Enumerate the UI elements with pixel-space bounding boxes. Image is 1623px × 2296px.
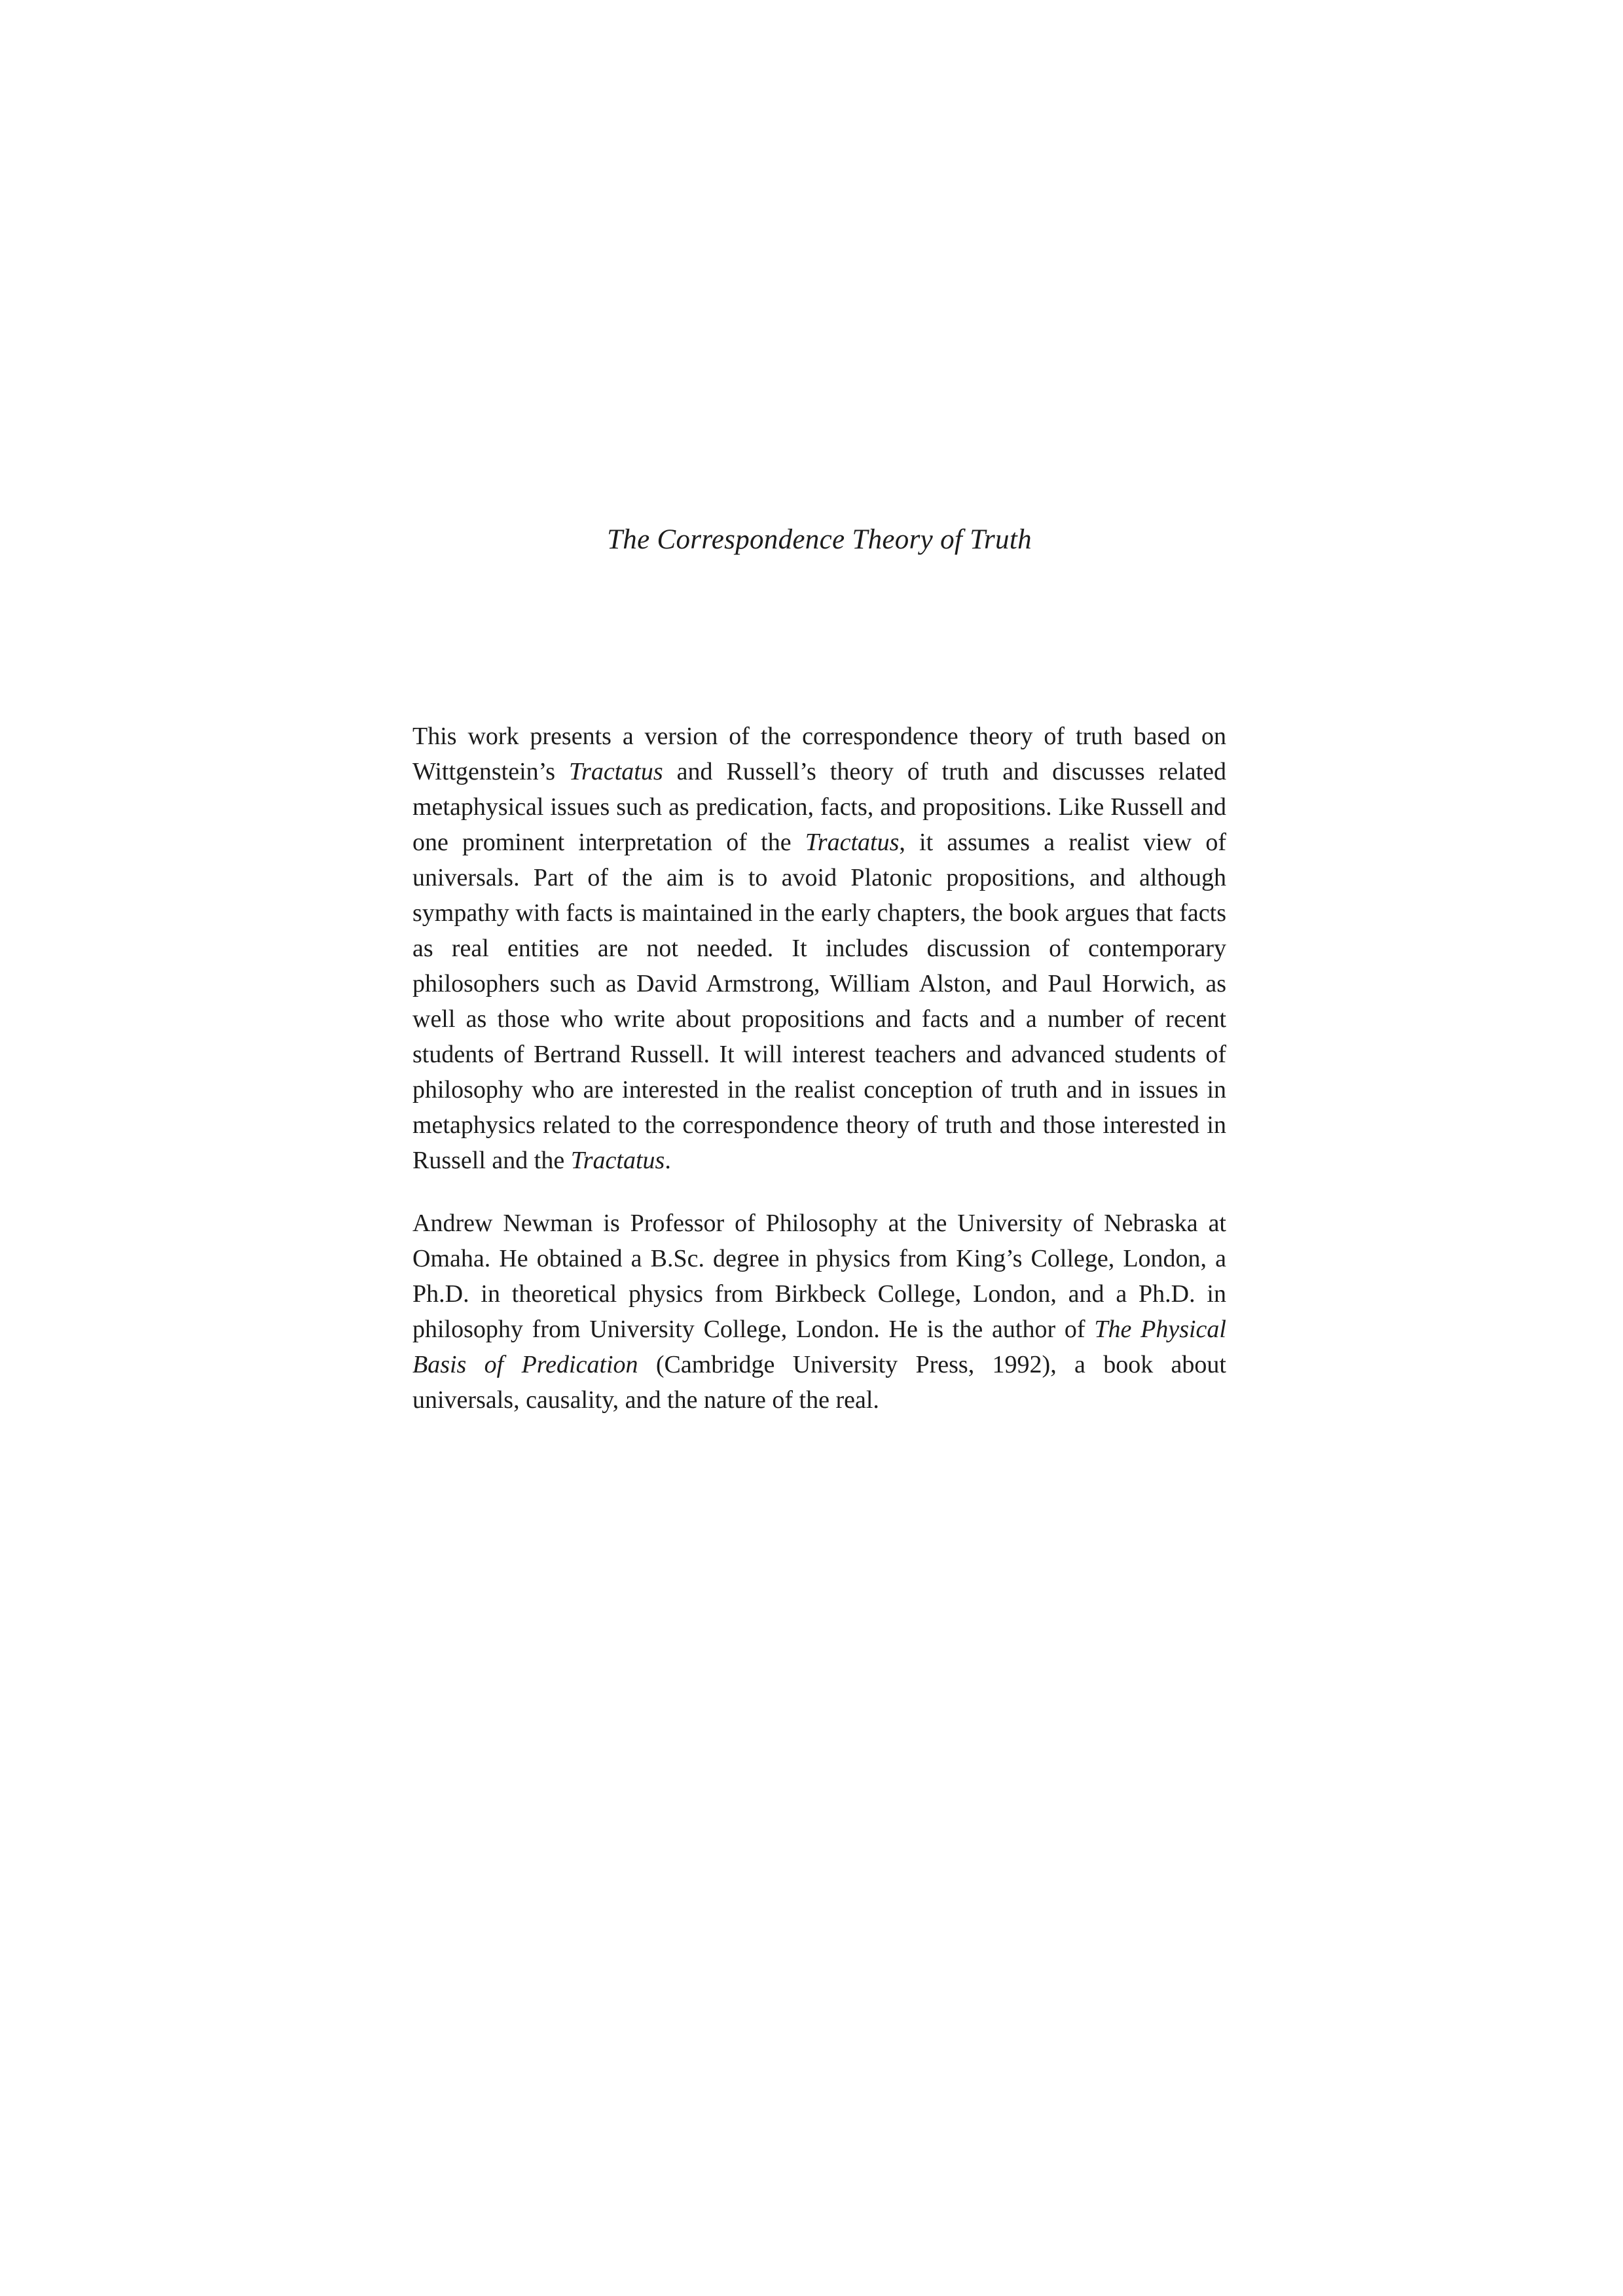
book-title: The Correspondence Theory of Truth <box>607 524 1032 555</box>
author-bio-paragraph: Andrew Newman is Professor of Philosophy at the University of Nebraska at Omaha. He obtained a B.Sc. degree in physics from King’s College, London, a Ph.D. in theoretical physics from Birkbeck College, London, and a Ph.D. in philosophy from University College, London. He is the author of The Physical Basis of Predication (Cambridge University Press, 1992), a book about universals, causality, and the nature of the real. <box>412 1210 1226 1414</box>
page-content <box>412 719 1226 1418</box>
book-description-paragraph: This work presents a version of the correspondence theory of truth based on Wittgenstein’s Tractatus and Russell’s theory of truth and discusses related metaphysical issues such as predication, facts, and propositions. Like Russell and one prominent interpretation of the Tractatus, it assumes a realist view of universals. Part of the aim is to avoid Platonic propositions, and although sympathy with facts is maintained in the early chapters, the book argues that facts as real entities are not needed. It includes discussion of contemporary philosophers such as David Armstrong, William Alston, and Paul Horwich, as well as those who write about propositions and facts and a number of recent students of Bertrand Russell. It will interest teachers and advanced students of philosophy who are interested in the realist conception of truth and in issues in metaphysics related to the correspondence theory of truth and those interested in Russell and the Tractatus. <box>412 723 1227 1174</box>
